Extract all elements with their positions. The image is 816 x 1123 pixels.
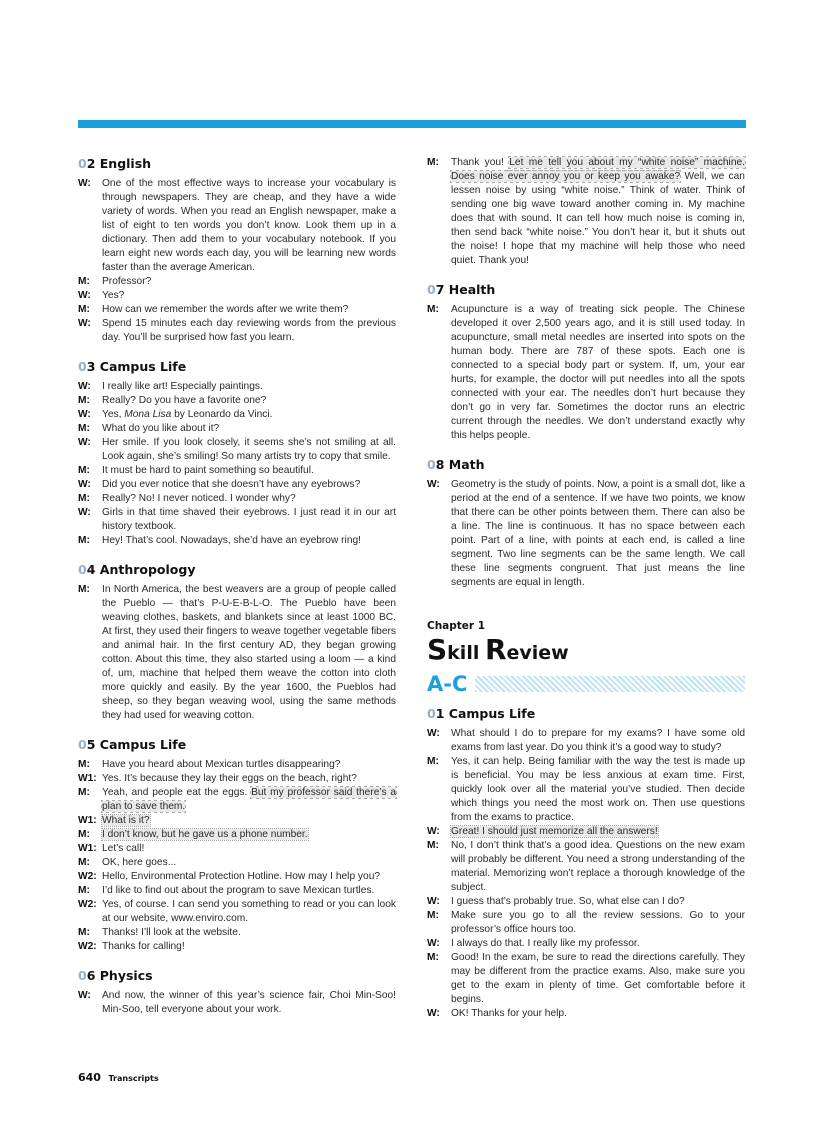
dialogue-text (102, 464, 396, 478)
section-heading (427, 706, 745, 721)
section-title: Physics (99, 968, 153, 983)
section-heading (78, 737, 396, 752)
speaker-label: W: (427, 1008, 440, 1019)
speaker-label: W: (78, 381, 91, 392)
section-heading (427, 282, 745, 297)
subsection-label: A-C (427, 672, 468, 696)
section-heading (78, 562, 396, 577)
transcript-section (78, 562, 396, 723)
text-segment: Thank you! (451, 157, 510, 168)
section-number: 2 (86, 156, 96, 171)
text-segment: Yeah, and people eat the eggs. (102, 787, 252, 798)
section-number: 7 (435, 282, 445, 297)
dialogue-text (451, 156, 745, 268)
dialogue-line (78, 394, 396, 408)
dialogue-text (102, 492, 396, 506)
section-title: English (99, 156, 152, 171)
dialogue-text (102, 380, 396, 394)
dialogue-line (78, 989, 396, 1017)
dialogue-line (78, 940, 396, 954)
dialogue-line (78, 380, 396, 394)
section-heading (427, 457, 745, 472)
transcript-section (78, 737, 396, 954)
dialogue-text (102, 583, 396, 723)
text-segment: Thanks! I’ll look at the website. (102, 927, 241, 938)
dialogue-text (102, 989, 396, 1017)
dialogue-text (102, 436, 396, 464)
speaker-label: M: (427, 840, 439, 851)
text-segment: Make sure you go to all the review sessions. Go to your professor’s office hours too. (451, 910, 745, 935)
section-number: 6 (86, 968, 96, 983)
dialogue-text (102, 884, 396, 898)
speaker-label: M: (78, 885, 90, 896)
dialogue-text (102, 758, 396, 772)
section-title: Campus Life (99, 359, 187, 374)
dialogue-line (78, 422, 396, 436)
speaker-label: M: (78, 276, 90, 287)
text-segment: Professor? (102, 276, 152, 287)
dialogue-text (102, 828, 396, 842)
text-segment: Geometry is the study of points. Now, a point is a small dot, like a period at the end of a sentence. If we have two points, we know that there can be other points between them. There can also be a line. The line is continuous. It has no space between each point. Part of a line, with points at each end, is called a line segment. Two line segments can be the same length. We call these line segments congruent. That just means the line segments are equal in length. (451, 479, 745, 588)
dialogue-text (102, 842, 396, 856)
subsection-pattern-bar (475, 676, 745, 692)
page-number: 640 (78, 1071, 101, 1084)
speaker-label: W2: (78, 941, 97, 952)
dialogue-line (78, 884, 396, 898)
dialogue-line (427, 156, 745, 268)
section-title: Campus Life (99, 737, 187, 752)
speaker-label: W1: (78, 815, 97, 826)
dialogue-line (78, 408, 396, 422)
dialogue-text (451, 478, 745, 590)
section-number-prefix: 0 (78, 968, 87, 983)
text-segment: How can we remember the words after we write them? (102, 304, 349, 315)
text-segment: OK! Thanks for your help. (451, 1008, 567, 1019)
speaker-label: W1: (78, 773, 97, 784)
dialogue-line (427, 727, 745, 755)
text-segment: I always do that. I really like my professor. (451, 938, 640, 949)
highlighted-text: Let me tell you about my “white noise” machine. Does noise ever annoy you or keep you awake? (451, 157, 745, 182)
text-segment: OK, here goes... (102, 857, 177, 868)
text-segment: Did you ever notice that she doesn’t have any eyebrows? (102, 479, 361, 490)
speaker-label: W: (427, 728, 440, 739)
dialogue-text (102, 289, 396, 303)
section-number: 3 (86, 359, 96, 374)
speaker-label: M: (78, 857, 90, 868)
speaker-label: M: (78, 759, 90, 770)
text-segment: One of the most effective ways to increase your vocabulary is through newspapers. They are cheap, and they have a wide variety of words. When you read an English newspaper, make a list of eight to ten words you don’t know. Look them up in a dictionary. Then add them to your vocabulary notebook. If you learn eight new words each day, you will be learning new words faster than the average American. (102, 178, 396, 273)
section-number-prefix: 0 (427, 706, 436, 721)
dialogue-line (78, 828, 396, 842)
text-segment: Acupuncture is a way of treating sick people. The Chinese developed it over 2,500 years ago, and it is still used today. In acupuncture, small metal needles are inserted into spots on the human body. There are 787 of these spots. Each one is connected to a special body part or system. If, um, your ear hurts, for example, the doctor will put needles into all the spots connected with your ear. The needles don’t hurt because they don’t go in very far. Sometimes the doctor runs an electric current through the needles. We don’t understand exactly why this helps people. (451, 304, 745, 441)
dialogue-line (78, 506, 396, 534)
dialogue-line (427, 755, 745, 825)
dialogue-line (78, 583, 396, 723)
dialogue-line (78, 534, 396, 548)
dialogue-line (78, 898, 396, 926)
speaker-label: W: (78, 409, 91, 420)
section-number: 1 (435, 706, 445, 721)
chapter-label: Chapter 1 (427, 620, 486, 632)
section-heading (78, 156, 396, 171)
dialogue-line (427, 825, 745, 839)
transcript-section (78, 968, 396, 1017)
text-segment: Really? Do you have a favorite one? (102, 395, 267, 406)
section-title: Anthropology (99, 562, 196, 577)
title-cap-r: R (484, 633, 507, 666)
dialogue-line (78, 275, 396, 289)
right-column (427, 156, 745, 1035)
speaker-label: M: (78, 493, 90, 504)
section-title: Health (448, 282, 496, 297)
text-segment: And now, the winner of this year’s science fair, Choi Min-Soo! Min-Soo, tell everyone about your work. (102, 990, 396, 1015)
speaker-label: M: (78, 395, 90, 406)
speaker-label: M: (78, 304, 90, 315)
dialogue-text (451, 951, 745, 1007)
speaker-label: W: (78, 479, 91, 490)
dialogue-line (78, 856, 396, 870)
speaker-label: W: (427, 938, 440, 949)
speaker-label: W: (427, 896, 440, 907)
section-heading (78, 968, 396, 983)
text-segment: Really? No! I never noticed. I wonder why? (102, 493, 296, 504)
dialogue-line (427, 478, 745, 590)
dialogue-text (102, 534, 396, 548)
section-number-prefix: 0 (78, 737, 87, 752)
section-number-prefix: 0 (78, 359, 87, 374)
speaker-label: M: (78, 535, 90, 546)
dialogue-line (427, 839, 745, 895)
speaker-label: W2: (78, 871, 97, 882)
dialogue-line (78, 786, 396, 814)
text-segment: Girls in that time shaved their eyebrows. I just read it in our art history textbook. (102, 507, 396, 532)
dialogue-text (102, 898, 396, 926)
dialogue-text (451, 1007, 745, 1021)
dialogue-line (427, 1007, 745, 1021)
speaker-label: W1: (78, 843, 97, 854)
text-segment: Hey! That’s cool. Nowadays, she’d have an eyebrow ring! (102, 535, 361, 546)
dialogue-text (102, 506, 396, 534)
dialogue-text (102, 786, 396, 814)
dialogue-text (451, 909, 745, 937)
dialogue-line (78, 177, 396, 275)
top-accent-bar (78, 120, 746, 128)
text-segment: What should I do to prepare for my exams? I have some old exams from last year. Do you think it’s a good way to study? (451, 728, 745, 753)
text-segment: Well, we can lessen noise by using “white noise.” Think of water. Think of sending one big wave toward another coming in. My machine does that with sound. It can tell how much noise is coming in, then send back “white noise.” You don’t hear it, but it shuts out the noise! I hope that my machine will help those who need quiet. Thank you! (451, 171, 745, 266)
highlighted-text: But my professor said there’s a plan to save them. (102, 787, 396, 812)
speaker-label: M: (78, 927, 90, 938)
speaker-label: M: (427, 910, 439, 921)
dialogue-text (451, 727, 745, 755)
dialogue-text (451, 839, 745, 895)
section-number-prefix: 0 (78, 156, 87, 171)
subsection-header (427, 672, 745, 696)
page-footer (78, 1071, 159, 1084)
speaker-label: W: (78, 507, 91, 518)
section-number-prefix: 0 (78, 562, 87, 577)
text-segment: What do you like about it? (102, 423, 220, 434)
speaker-label: W: (78, 990, 91, 1001)
text-segment: In North America, the best weavers are a group of people called the Pueblo — that’s P-U-E-B-L-O. The Pueblo have been weaving clothes, baskets, and blankets since at least 1000 BC. At first, they used their fingers to weave together vegetable fibers and animal hair. In the first century AD, they began growing cotton. About this time, they also started using a loom — a kind of, um, machine that helped them weave the cotton into cloth more quickly and easily. By the year 1600, the Pueblos had sheep, so they began weaving wool, using the same methods they had used for weaving cotton. (102, 584, 396, 721)
section-number: 8 (435, 457, 445, 472)
text-segment: Yes, it can help. Being familiar with the way the test is made up is beneficial. You may be less anxious at exam time. First, quickly look over all the material you’ve studied. Then decide which things you need the most work on. Then use questions from the exams to practice. (451, 756, 745, 823)
section-title: Campus Life (448, 706, 536, 721)
speaker-label: W: (78, 290, 91, 301)
text-segment: by Leonardo da Vinci. (171, 409, 273, 420)
section-number: 5 (86, 737, 96, 752)
text-segment: Mona Lisa (124, 409, 172, 420)
dialogue-text (102, 940, 396, 954)
dialogue-line (78, 303, 396, 317)
speaker-label: M: (427, 304, 439, 315)
speaker-label: M: (427, 157, 439, 168)
transcript-section (427, 156, 745, 268)
transcript-section (78, 359, 396, 548)
dialogue-line (78, 289, 396, 303)
title-cap-s: S (427, 633, 448, 666)
text-segment: No, I don’t think that’s a good idea. Questions on the new exam will probably be different. You need a strong understanding of the material. Memorizing won’t replace a thorough knowledge of the subject. (451, 840, 745, 893)
dialogue-text (451, 825, 745, 839)
dialogue-line (78, 464, 396, 478)
text-segment: Have you heard about Mexican turtles disappearing? (102, 759, 341, 770)
dialogue-text (451, 303, 745, 443)
speaker-label: W: (427, 479, 440, 490)
skill-review-title (427, 633, 745, 666)
dialogue-line (78, 772, 396, 786)
speaker-label: M: (78, 584, 90, 595)
dialogue-text (102, 317, 396, 345)
speaker-label: M: (427, 952, 439, 963)
text-segment: Yes? (102, 290, 125, 301)
section-heading (78, 359, 396, 374)
section-number-prefix: 0 (427, 282, 436, 297)
dialogue-text (102, 856, 396, 870)
dialogue-line (78, 492, 396, 506)
dialogue-text (102, 772, 396, 786)
text-segment: Yes, of course. I can send you something to read or you can look at our website, www.enviro.com. (102, 899, 396, 924)
dialogue-line (78, 317, 396, 345)
title-rest-kill: kill (447, 642, 480, 664)
dialogue-line (427, 895, 745, 909)
speaker-label: W: (78, 178, 91, 189)
text-segment: I really like art! Especially paintings. (102, 381, 263, 392)
dialogue-text (451, 937, 745, 951)
speaker-label: M: (78, 787, 90, 798)
dialogue-text (102, 926, 396, 940)
section-title: Math (448, 457, 485, 472)
highlighted-text: I don’t know, but he gave us a phone number. (102, 829, 308, 840)
text-segment: Let’s call! (102, 843, 145, 854)
dialogue-line (427, 303, 745, 443)
dialogue-text (102, 303, 396, 317)
transcript-section (78, 156, 396, 345)
text-segment: I’d like to find out about the program to save Mexican turtles. (102, 885, 375, 896)
speaker-label: M: (78, 465, 90, 476)
text-segment: Her smile. If you look closely, it seems she’s not smiling at all. Look again, she’s smiling! So many artists try to copy that smile. (102, 437, 396, 462)
highlighted-text: What is it? (102, 815, 150, 826)
speaker-label: W: (78, 318, 91, 329)
text-segment: I guess that’s probably true. So, what else can I do? (451, 896, 685, 907)
dialogue-text (102, 814, 396, 828)
speaker-label: M: (78, 423, 90, 434)
dialogue-line (78, 870, 396, 884)
title-rest-eview: eview (506, 642, 569, 664)
transcript-section (427, 282, 745, 443)
dialogue-line (427, 951, 745, 1007)
text-segment: Yes. It’s because they lay their eggs on the beach, right? (102, 773, 357, 784)
dialogue-line (427, 937, 745, 951)
dialogue-line (78, 436, 396, 464)
right-sections (427, 156, 745, 590)
section-number: 4 (86, 562, 96, 577)
text-segment: It must be hard to paint something so beautiful. (102, 465, 314, 476)
dialogue-line (78, 814, 396, 828)
text-segment: Yes, (102, 409, 125, 420)
dialogue-text (102, 408, 396, 422)
text-segment: Good! In the exam, be sure to read the directions carefully. They may be different from the practice exams. Also, make sure you get to the exam in plenty of time. Get comfortable before it begins. (451, 952, 745, 1005)
dialogue-text (102, 422, 396, 436)
review-sections (427, 706, 745, 1021)
text-segment: Spend 15 minutes each day reviewing words from the previous day. You’ll be surprised how fast you learn. (102, 318, 396, 343)
dialogue-line (78, 842, 396, 856)
speaker-label: W: (427, 826, 440, 837)
dialogue-text (102, 177, 396, 275)
dialogue-line (78, 926, 396, 940)
dialogue-text (102, 478, 396, 492)
transcript-section (427, 706, 745, 1021)
text-segment: Hello, Environmental Protection Hotline. How may I help you? (102, 871, 381, 882)
dialogue-line (78, 758, 396, 772)
dialogue-text (102, 870, 396, 884)
speaker-label: M: (78, 829, 90, 840)
section-number-prefix: 0 (427, 457, 436, 472)
highlighted-text: Great! I should just memorize all the answers! (451, 826, 658, 837)
dialogue-text (451, 895, 745, 909)
dialogue-line (427, 909, 745, 937)
dialogue-text (102, 275, 396, 289)
speaker-label: W: (78, 437, 91, 448)
speaker-label: W2: (78, 899, 97, 910)
dialogue-text (102, 394, 396, 408)
dialogue-line (78, 478, 396, 492)
dialogue-text (451, 755, 745, 825)
left-column (78, 156, 396, 1031)
transcript-section (427, 457, 745, 590)
text-segment: Thanks for calling! (102, 941, 185, 952)
footer-label: Transcripts (108, 1074, 159, 1083)
speaker-label: M: (427, 756, 439, 767)
